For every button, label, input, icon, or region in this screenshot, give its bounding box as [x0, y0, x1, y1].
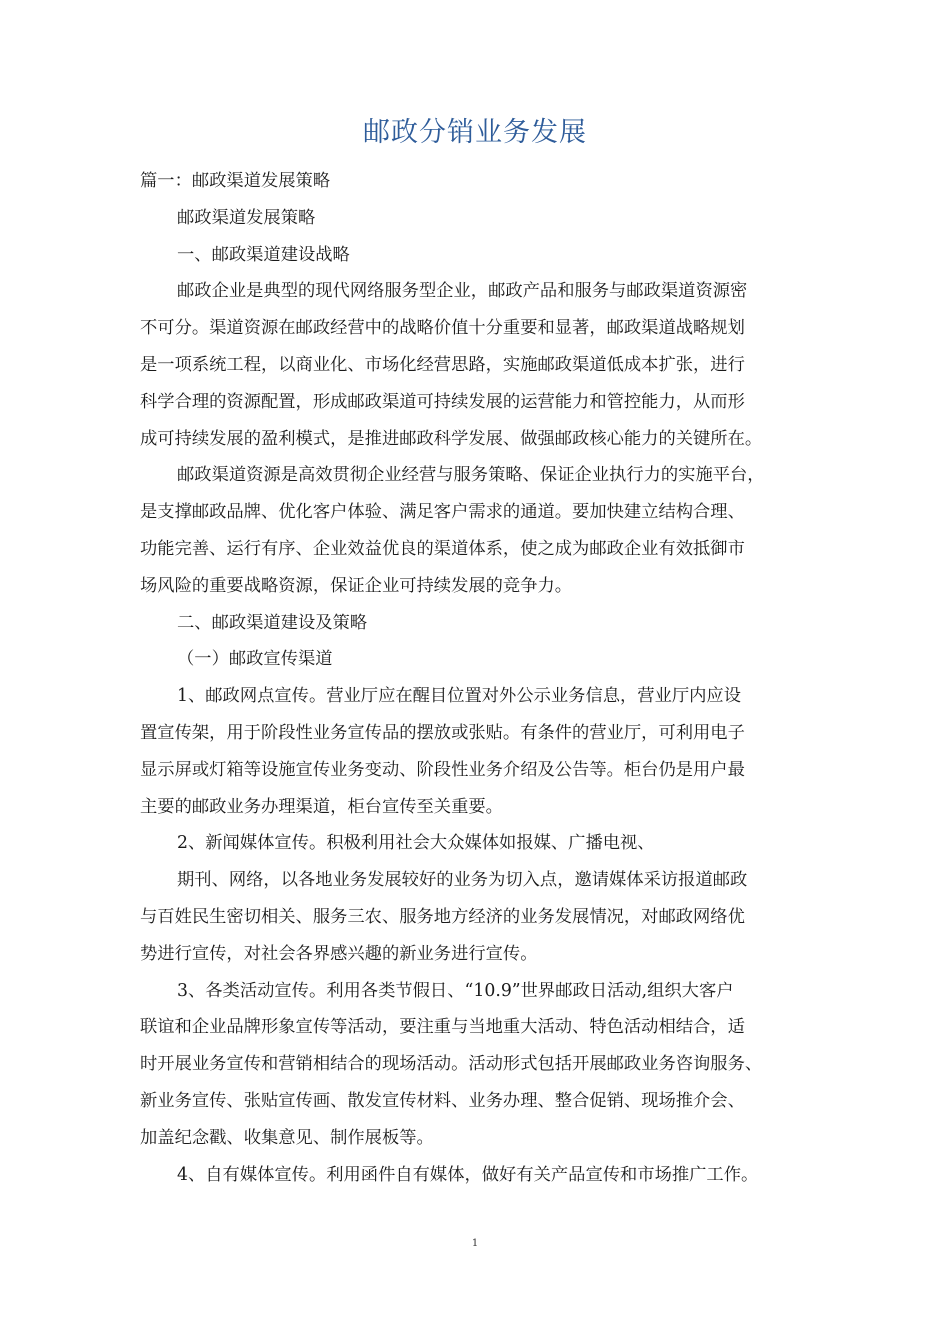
text-line: 势进行宣传，对社会各界感兴趣的新业务进行宣传。: [140, 943, 538, 964]
text-line: 是一项系统工程，以商业化、市场化经营思路，实施邮政渠道低成本扩张，进行: [140, 354, 745, 375]
text-line: 显示屏或灯箱等设施宣传业务变动、阶段性业务介绍及公告等。柜台仍是用户最: [140, 759, 745, 780]
text-line: 4、自有媒体宣传。利用函件自有媒体，做好有关产品宣传和市场推广工作。: [177, 1164, 759, 1185]
page-number: 1: [471, 1238, 479, 1249]
text-line: 邮政企业是典型的现代网络服务型企业，邮政产品和服务与邮政渠道资源密: [177, 281, 748, 302]
text-line: 邮政渠道发展策略: [177, 207, 316, 228]
text-line: （一）邮政宣传渠道: [177, 649, 333, 670]
text-line: 功能完善、运行有序、企业效益优良的渠道体系，使之成为邮政企业有效抵御市: [140, 538, 745, 559]
text-line: 3、各类活动宣传。利用各类节假日、“10.9”世界邮政日活动,组织大客户: [177, 980, 734, 1001]
text-line: 二、邮政渠道建设及策略: [177, 612, 368, 633]
text-line: 一、邮政渠道建设战略: [177, 244, 350, 265]
text-line: 场风险的重要战略资源，保证企业可持续发展的竞争力。: [140, 575, 573, 596]
text-line: 科学合理的资源配置，形成邮政渠道可持续发展的运营能力和管控能力，从而形: [140, 391, 745, 412]
document-body: [140, 163, 830, 1193]
text-line: 篇一：邮政渠道发展策略: [140, 171, 331, 191]
text-line: 联谊和企业品牌形象宣传等活动，要注重与当地重大活动、特色活动相结合，适: [140, 1017, 745, 1038]
text-line: 是支撑邮政品牌、优化客户体验、满足客户需求的通道。要加快建立结构合理、: [140, 502, 745, 523]
text-line: 加盖纪念戳、收集意见、制作展板等。: [140, 1127, 434, 1148]
text-line: 不可分。渠道资源在邮政经营中的战略价值十分重要和显著，邮政渠道战略规划: [140, 318, 745, 339]
text-line: 邮政渠道资源是高效贯彻企业经营与服务策略、保证企业执行力的实施平台，: [177, 465, 765, 486]
text-line: 新业务宣传、张贴宣传画、散发宣传材料、业务办理、整合促销、现场推介会、: [140, 1090, 745, 1111]
text-line: 2、新闻媒体宣传。积极利用社会大众媒体如报媒、广播电视、: [177, 833, 655, 854]
text-line: 成可持续发展的盈利模式，是推进邮政科学发展、做强邮政核心能力的关键所在。: [140, 428, 763, 449]
text-line: 与百姓民生密切相关、服务三农、服务地方经济的业务发展情况，对邮政网络优: [140, 906, 745, 927]
text-line: 置宣传架，用于阶段性业务宣传品的摆放或张贴。有条件的营业厅，可利用电子: [140, 722, 745, 743]
text-line: 1、邮政网点宣传。营业厅应在醒目位置对外公示业务信息，营业厅内应设: [177, 686, 741, 707]
text-line: 主要的邮政业务办理渠道，柜台宣传至关重要。: [140, 796, 503, 817]
text-line: 时开展业务宣传和营销相结合的现场活动。活动形式包括开展邮政业务咨询服务、: [140, 1054, 763, 1075]
text-line: 期刊、网络，以各地业务发展较好的业务为切入点，邀请媒体采访报道邮政: [177, 870, 748, 891]
document-title: 邮政分销业务发展: [363, 117, 587, 148]
